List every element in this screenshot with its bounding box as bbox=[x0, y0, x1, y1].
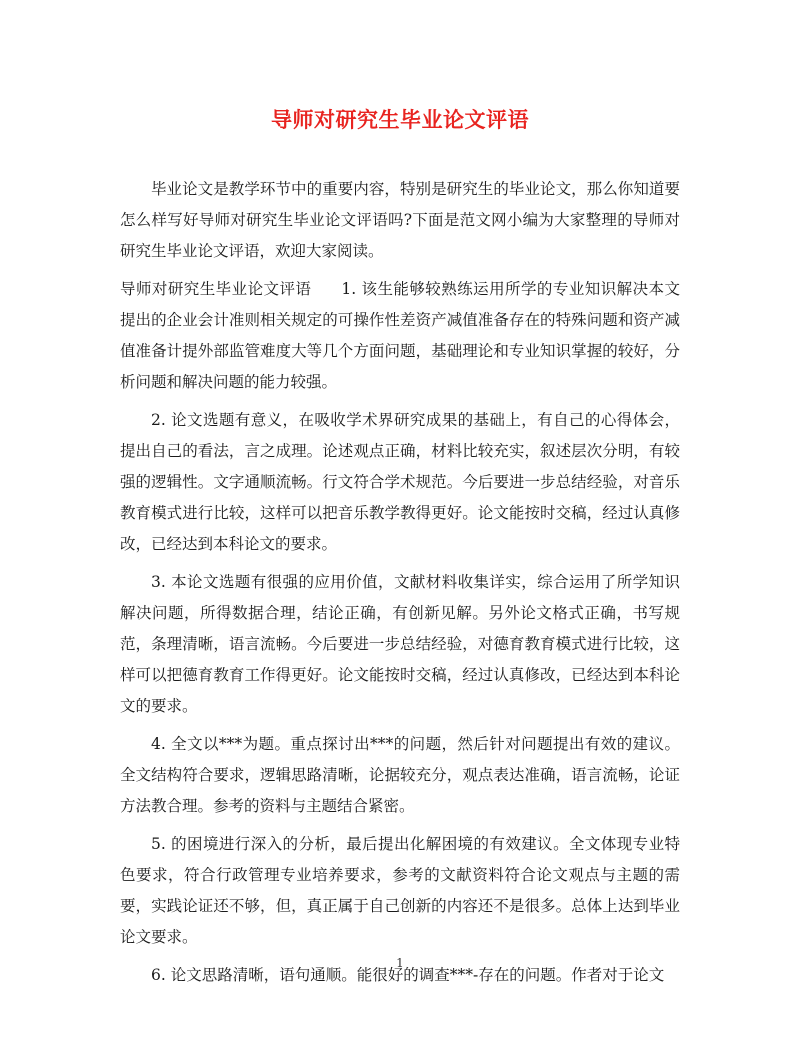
comment-6: 6. 论文思路清晰，语句通顺。能很好的调查***-存在的问题。作者对于论文 bbox=[151, 966, 665, 984]
document-title: 导师对研究生毕业论文评语 bbox=[271, 107, 529, 132]
section-heading: 导师对研究生毕业论文评语 bbox=[120, 280, 312, 298]
section-paragraph-1 bbox=[120, 274, 680, 398]
document-body bbox=[120, 174, 680, 998]
comment-4: 4. 全文以***为题。重点探讨出***的问题，然后针对问题提出有效的建议。全文结构符合要求，逻辑思路清晰，论据较充分，观点表达准确，语言流畅，论证方法教合理。参考的资料与主题结合紧密。 bbox=[120, 735, 680, 815]
comment-1: 1. 该生能够较熟练运用所学的专业知识解决本文提出的企业会计准则相关规定的可操作性差资产减值准备存在的特殊问题和资产减值准备计提外部监管难度大等几个方面问题，基础理论和专业知识掌握的较好，分析问题和解决问题的能力较强。 bbox=[120, 280, 680, 391]
comment-2: 2. 论文选题有意义，在吸收学术界研究成果的基础上，有自己的心得体会，提出自己的看法，言之成理。论述观点正确，材料比较充实，叙述层次分明，有较强的逻辑性。文字通顺流畅。行文符合学术规范。今后要进一步总结经验，对音乐教育模式进行比较，这样可以把音乐教学教得更好。论文能按时交稿，经过认真修改，已经达到本科论文的要求。 bbox=[120, 411, 680, 553]
intro-paragraph: 毕业论文是教学环节中的重要内容，特别是研究生的毕业论文，那么你知道要怎么样写好导师对研究生毕业论文评语吗?下面是范文网小编为大家整理的导师对研究生毕业论文评语，欢迎大家阅读。 bbox=[120, 180, 680, 260]
page-number: 1 bbox=[396, 956, 404, 970]
comment-3: 3. 本论文选题有很强的应用价值，文献材料收集详实，综合运用了所学知识解决问题，所得数据合理，结论正确，有创新见解。另外论文格式正确，书写规范，条理清晰，语言流畅。今后要进一步总结经验，对德育教育模式进行比较，这样可以把德育教育工作得更好。论文能按时交稿，经过认真修改，已经达到本科论文的要求。 bbox=[120, 573, 680, 715]
comment-5: 5. 的困境进行深入的分析，最后提出化解困境的有效建议。全文体现专业特色要求，符合行政管理专业培养要求，参考的文献资料符合论文观点与主题的需要，实践论证还不够，但，真正属于自己创新的内容还不是很多。总体上达到毕业论文要求。 bbox=[120, 835, 680, 946]
